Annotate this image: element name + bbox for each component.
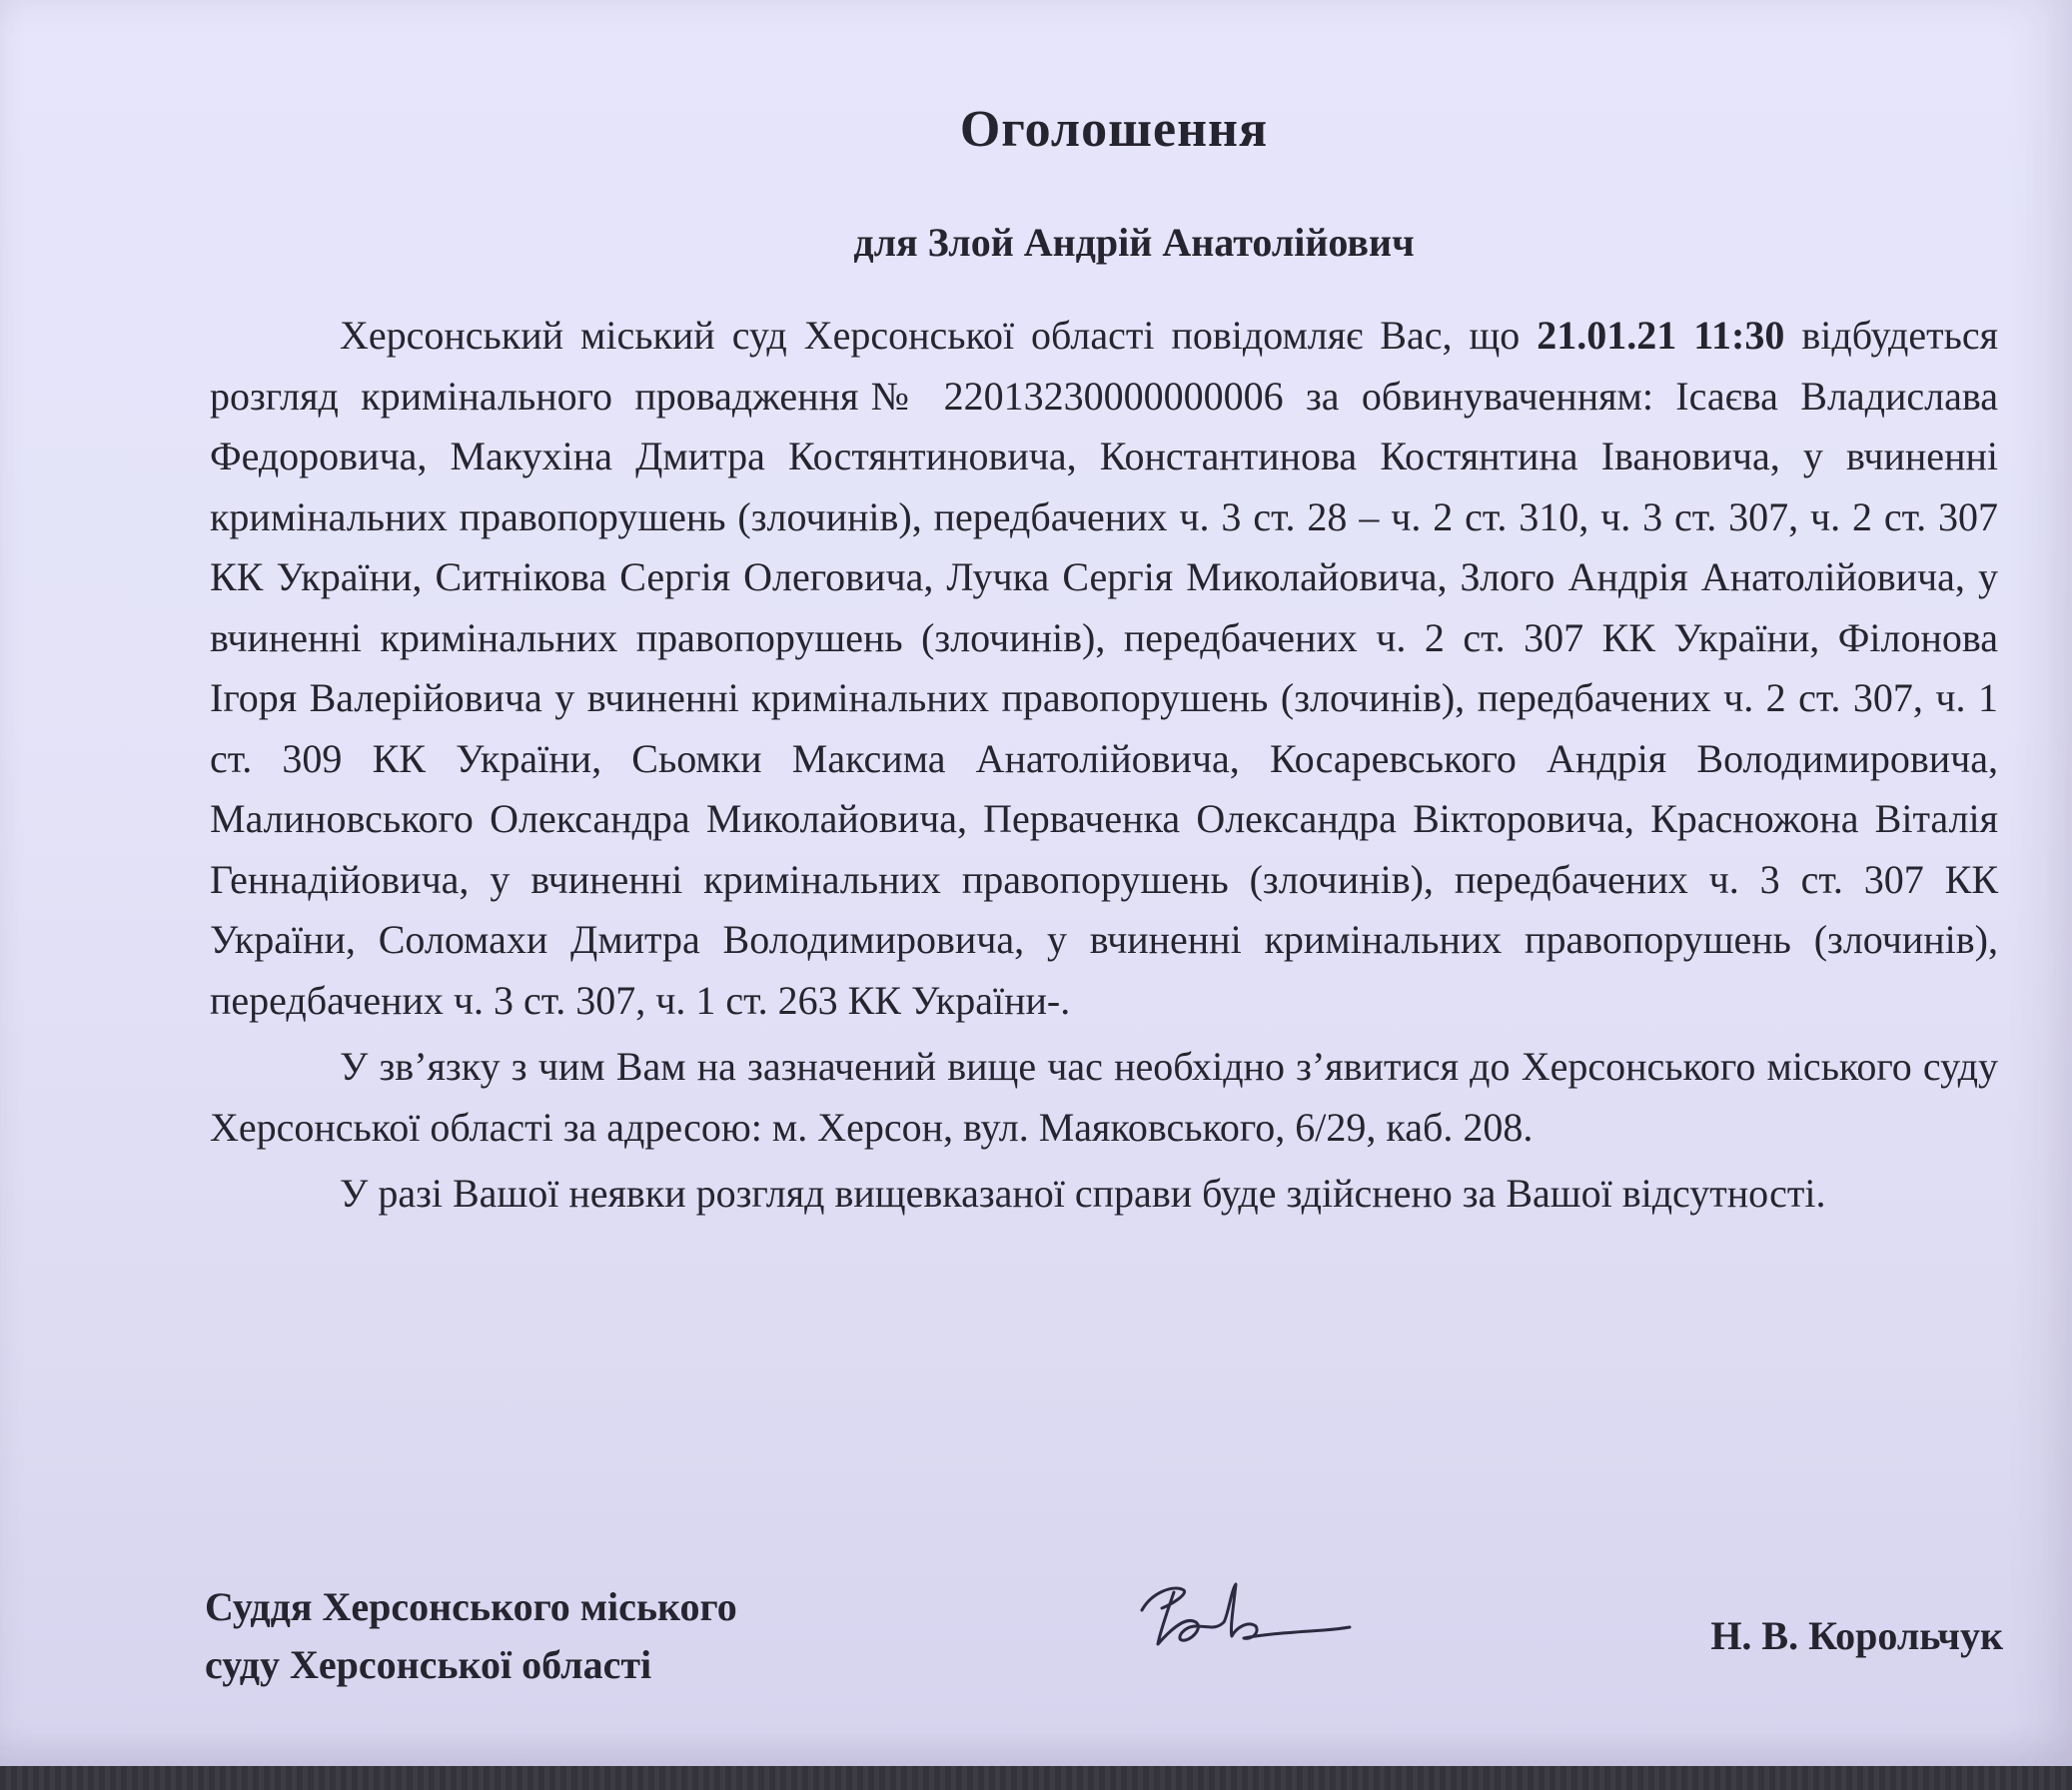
recipient-line: для Злой Андрій Анатолійович <box>853 220 1415 265</box>
announcement-document <box>210 100 1998 1225</box>
paragraph-appearance-address: У зв’язку з чим Вам на зазначений вище час необхідно з’явитися до Херсонського міського суду Херсонської області за адресою: м. Херсон, вул. Маяковського, 6/29, каб. 208. <box>210 1044 1998 1150</box>
paragraph-hearing-notice <box>210 306 1998 1031</box>
paragraph-intro: Херсонський міський суд Херсонської області повідомляє Вас, що <box>340 313 1538 358</box>
paper-torn-edge <box>0 1766 2072 1790</box>
signature-block <box>205 1578 2003 1718</box>
document-title: Оголошення <box>959 101 1269 158</box>
hearing-datetime: 21.01.21 11:30 <box>1537 313 1785 358</box>
judge-title <box>205 1578 737 1694</box>
paragraph-absence-warning: У разі Вашої неявки розгляд вищевказаної справи буде здійснено за Вашої відсутності. <box>340 1171 1826 1216</box>
paragraph-body: відбудеться розгляд кримінального провадження№ 22013230000000006 за обвинуваченням: Ісаєва Владислава Федоровича, Макухіна Дмитра Костянтиновича, Константинова Костянтина Івановича, у вчиненні кримінальних правопорушень (злочинів), передбачених ч. 3 ст. 28 – ч. 2 ст. 310, ч. 3 ст. 307, ч. 2 ст. 307 КК України, Ситнікова Сергія Олеговича, Лучка Сергія Миколайовича, Злого Андрія Анатолійовича, у вчиненні кримінальних правопорушень (злочинів), передбачених ч. 2 ст. 307 КК України, Філонова Ігоря Валерійовича у вчиненні кримінальних правопорушень (злочинів), передбачених ч. 2 ст. 307, ч. 1 ст. 309 КК України, Сьомки Максима Анатолійовича, Косаревського Андрія Володимировича, Малиновського Олександра Миколайовича, Перваченка Олександра Вікторовича, Красножона Віталія Геннадійовича, у вчиненні кримінальних правопорушень (злочинів), передбачених ч. 3 ст. 307 КК України, Соломахи Дмитра Володимировича, у вчиненні кримінальних правопорушень (злочинів), передбачених ч. 3 ст. 307, ч. 1 ст. 263 КК України-. <box>210 313 1998 1023</box>
judge-name: Н. В. Корольчук <box>1710 1613 2003 1658</box>
judge-title-line2: суду Херсонської області <box>205 1642 652 1687</box>
judge-title-line1: Суддя Херсонського міського <box>205 1584 737 1629</box>
handwritten-signature <box>1124 1570 1364 1660</box>
